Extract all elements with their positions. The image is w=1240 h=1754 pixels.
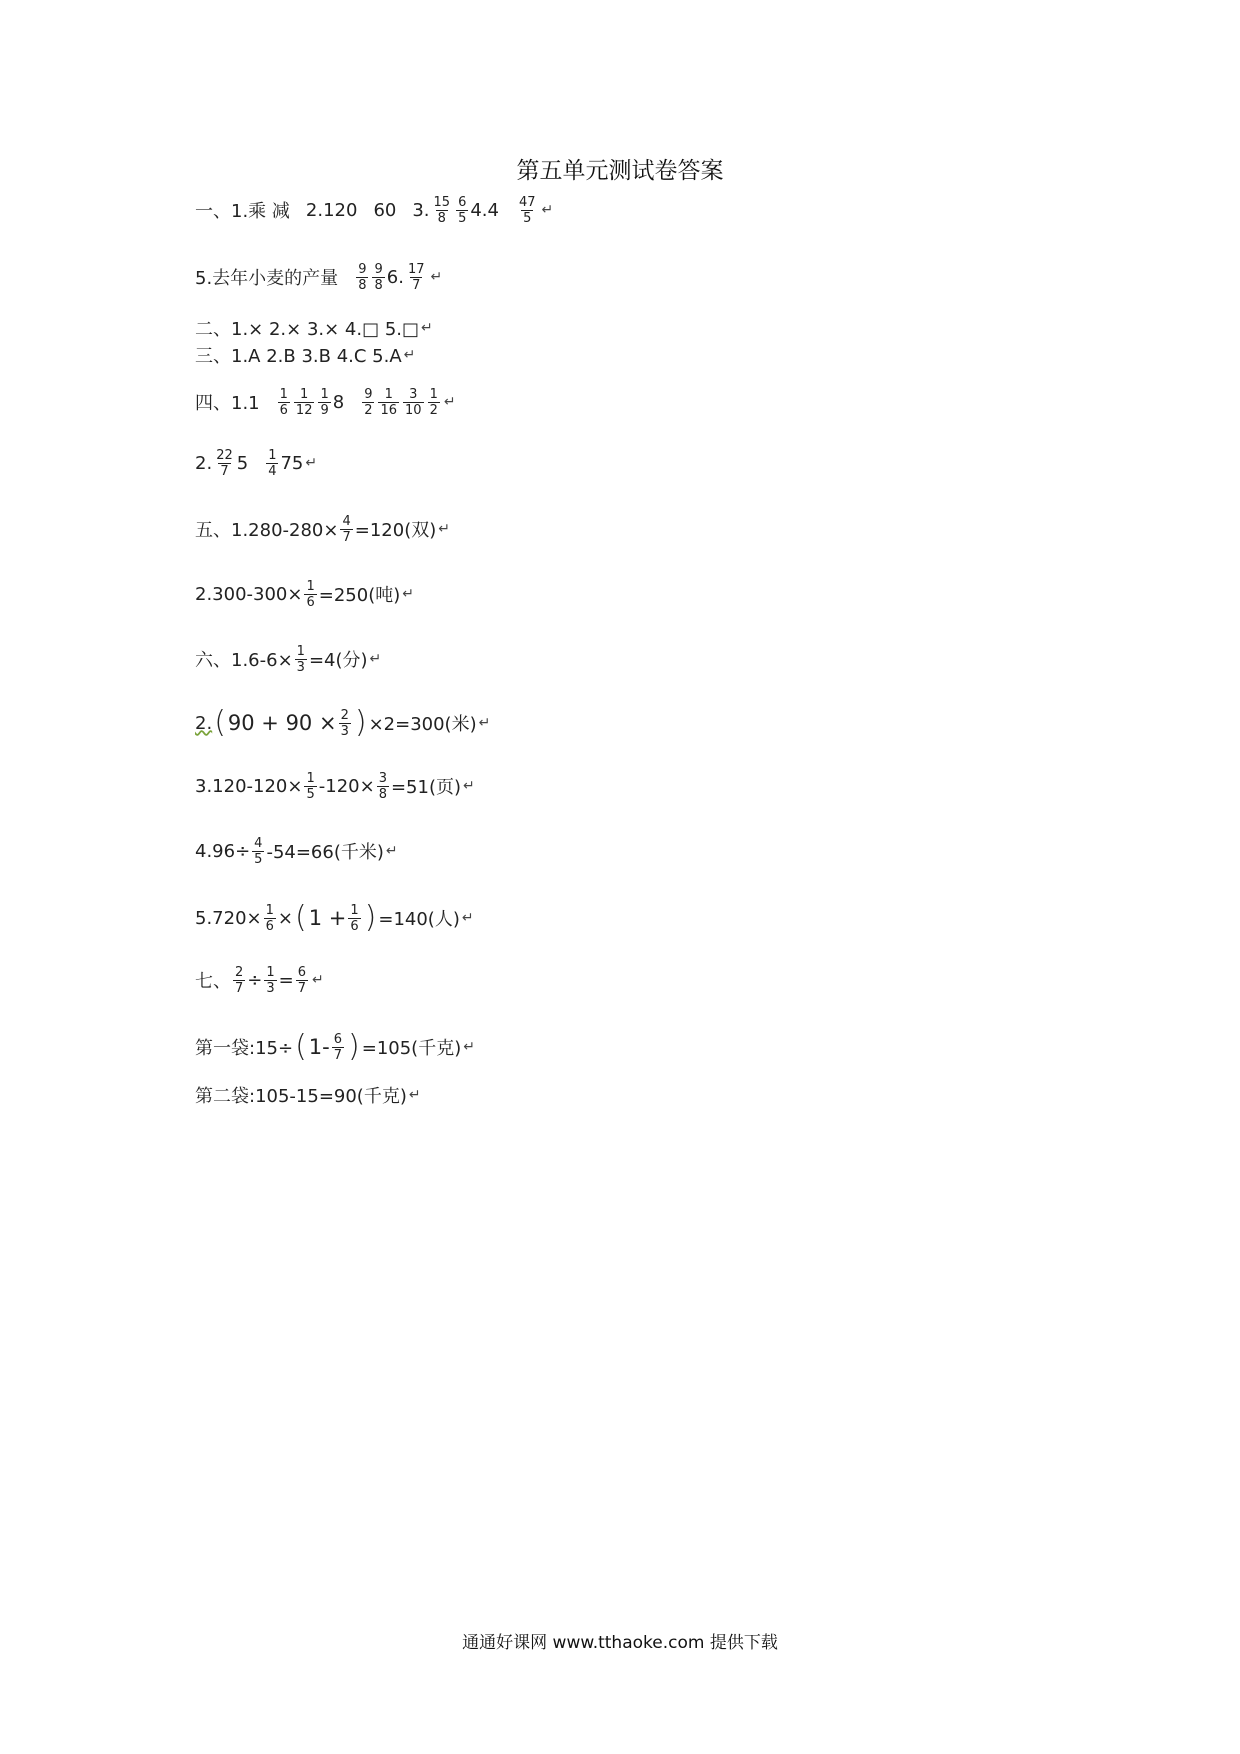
answer-text: 一、1.乘 减 [195,201,290,222]
answer-text: 第一袋:15÷ [195,1038,294,1059]
answer-line-16 [195,1073,421,1117]
fraction: $\frac{4}{5}$ [254,835,263,867]
fraction: $\frac{9}{8}$ [358,261,367,293]
return-mark: ↵ [463,778,475,794]
answer-text: 3. [412,199,430,221]
return-mark: ↵ [402,586,414,602]
fraction: $\frac{1}{2}$ [429,386,438,418]
right-paren: ) [364,900,377,935]
return-mark: ↵ [541,202,554,218]
fraction: $\frac{1}{12}$ [295,386,313,418]
return-mark: ↵ [478,715,491,731]
answer-text: ÷ [247,969,263,991]
fraction: $\frac{1}{6}$ [350,902,359,934]
answer-text: 1- [308,1035,330,1059]
fraction: $\frac{1}{6}$ [306,578,315,610]
answer-text: =51(页) [390,777,461,798]
answer-text: 五、1.280-280× [195,520,339,541]
answer-text: 5.720× [195,907,262,929]
answer-text: 2.120 [305,199,358,221]
answer-line-12 [195,829,398,873]
fraction: $\frac{22}{7}$ [216,447,233,479]
answer-line-4 [195,333,415,377]
answer-line-7 [195,507,450,551]
return-mark: ↵ [463,1039,475,1055]
answer-text: 5.去年小麦的产量 [195,268,339,289]
fraction: $\frac{1}{3}$ [266,964,275,996]
fraction: $\frac{6}{7}$ [333,1031,343,1063]
answer-text: -54=66(千米) [266,842,384,863]
right-paren: ) [348,1029,360,1064]
answer-text: 8 [332,391,345,413]
fraction: $\frac{6}{5}$ [458,194,467,226]
answer-line-5 [195,380,456,424]
answer-text: 3.120-120× [195,775,303,797]
fraction: $\frac{2}{3}$ [340,707,349,739]
answer-text: 七、 [195,971,231,992]
left-paren: ( [295,1029,307,1064]
fraction: $\frac{1}{5}$ [306,770,315,802]
return-mark: ↵ [443,394,456,410]
return-mark: ↵ [385,843,398,859]
answer-text: =140(人) [378,909,460,930]
answer-text: 2. [195,452,213,474]
answer-line-2 [195,255,442,299]
return-mark: ↵ [408,1087,421,1103]
answer-text: × [277,907,293,929]
fraction: $\frac{9}{2}$ [364,386,373,418]
answer-text: =105(千克) [361,1038,462,1059]
answer-line-14 [195,958,324,1002]
answer-line-10 [195,701,490,745]
answer-text: 六、1.6-6× [195,650,293,671]
answer-text: 5 [236,452,249,474]
answer-text: ×2=300(米) [368,714,477,735]
return-mark: ↵ [430,269,443,285]
fraction: $\frac{47}{5}$ [519,194,536,226]
answer-text: 二、1.× 2.× 3.× 4.□ 5.□ [195,319,420,340]
fraction: $\frac{2}{7}$ [235,964,244,996]
return-mark: ↵ [369,651,382,667]
fraction: $\frac{1}{9}$ [320,386,329,418]
answer-text: 四、1.1 [195,393,260,414]
answer-text: =250(吨) [318,585,401,606]
answer-text: 60 [373,199,397,221]
answer-text: 6. [386,266,404,288]
answer-line-1 [195,188,553,232]
fraction: $\frac{3}{8}$ [378,770,387,802]
answer-line-8 [195,572,414,616]
left-paren: ( [214,705,226,740]
answer-text: 4.96÷ [195,840,251,862]
fraction: $\frac{4}{7}$ [342,513,351,545]
answer-line-11 [195,764,475,808]
fraction: $\frac{1}{4}$ [268,447,277,479]
answer-text: 1 + [308,906,347,930]
answer-line-15 [195,1025,475,1069]
return-mark: ↵ [305,455,318,471]
answer-text: = [278,969,294,991]
answer-text: 2. [195,712,213,734]
answer-text: -120× [318,775,375,797]
left-paren: ( [295,900,307,935]
answer-text: 4.4 [470,199,499,221]
answer-text: 90 + 90 × [227,711,337,735]
answer-text: 2.300-300× [195,583,303,605]
answer-text: =120(双) [354,520,437,541]
answer-line-13 [195,896,474,940]
answer-line-6 [195,441,317,485]
answer-text: 三、1.A 2.B 3.B 4.C 5.A [195,346,402,367]
fraction: $\frac{15}{8}$ [433,194,451,226]
answer-line-9 [195,637,381,681]
fraction: $\frac{17}{7}$ [407,261,425,293]
fraction: $\frac{9}{8}$ [374,261,383,293]
fraction: $\frac{3}{10}$ [405,386,422,418]
return-mark: ↵ [461,910,474,926]
page-title: 第五单元测试卷答案 [516,158,724,184]
answer-text: 第二袋:105-15=90(千克) [195,1086,407,1107]
return-mark: ↵ [438,521,450,537]
return-mark: ↵ [421,320,433,336]
return-mark: ↵ [403,347,416,363]
fraction: $\frac{6}{7}$ [297,964,307,996]
fraction: $\frac{1}{6}$ [265,902,274,934]
answer-text: 75 [280,452,304,474]
answer-text: =4(分) [308,650,368,671]
fraction: $\frac{1}{6}$ [279,386,288,418]
return-mark: ↵ [312,972,324,988]
right-paren: ) [354,705,367,740]
footer-credit: 通通好课网 www.tthaoke.com 提供下载 [462,1633,778,1653]
fraction: $\frac{1}{3}$ [296,643,305,675]
fraction: $\frac{1}{16}$ [380,386,398,418]
